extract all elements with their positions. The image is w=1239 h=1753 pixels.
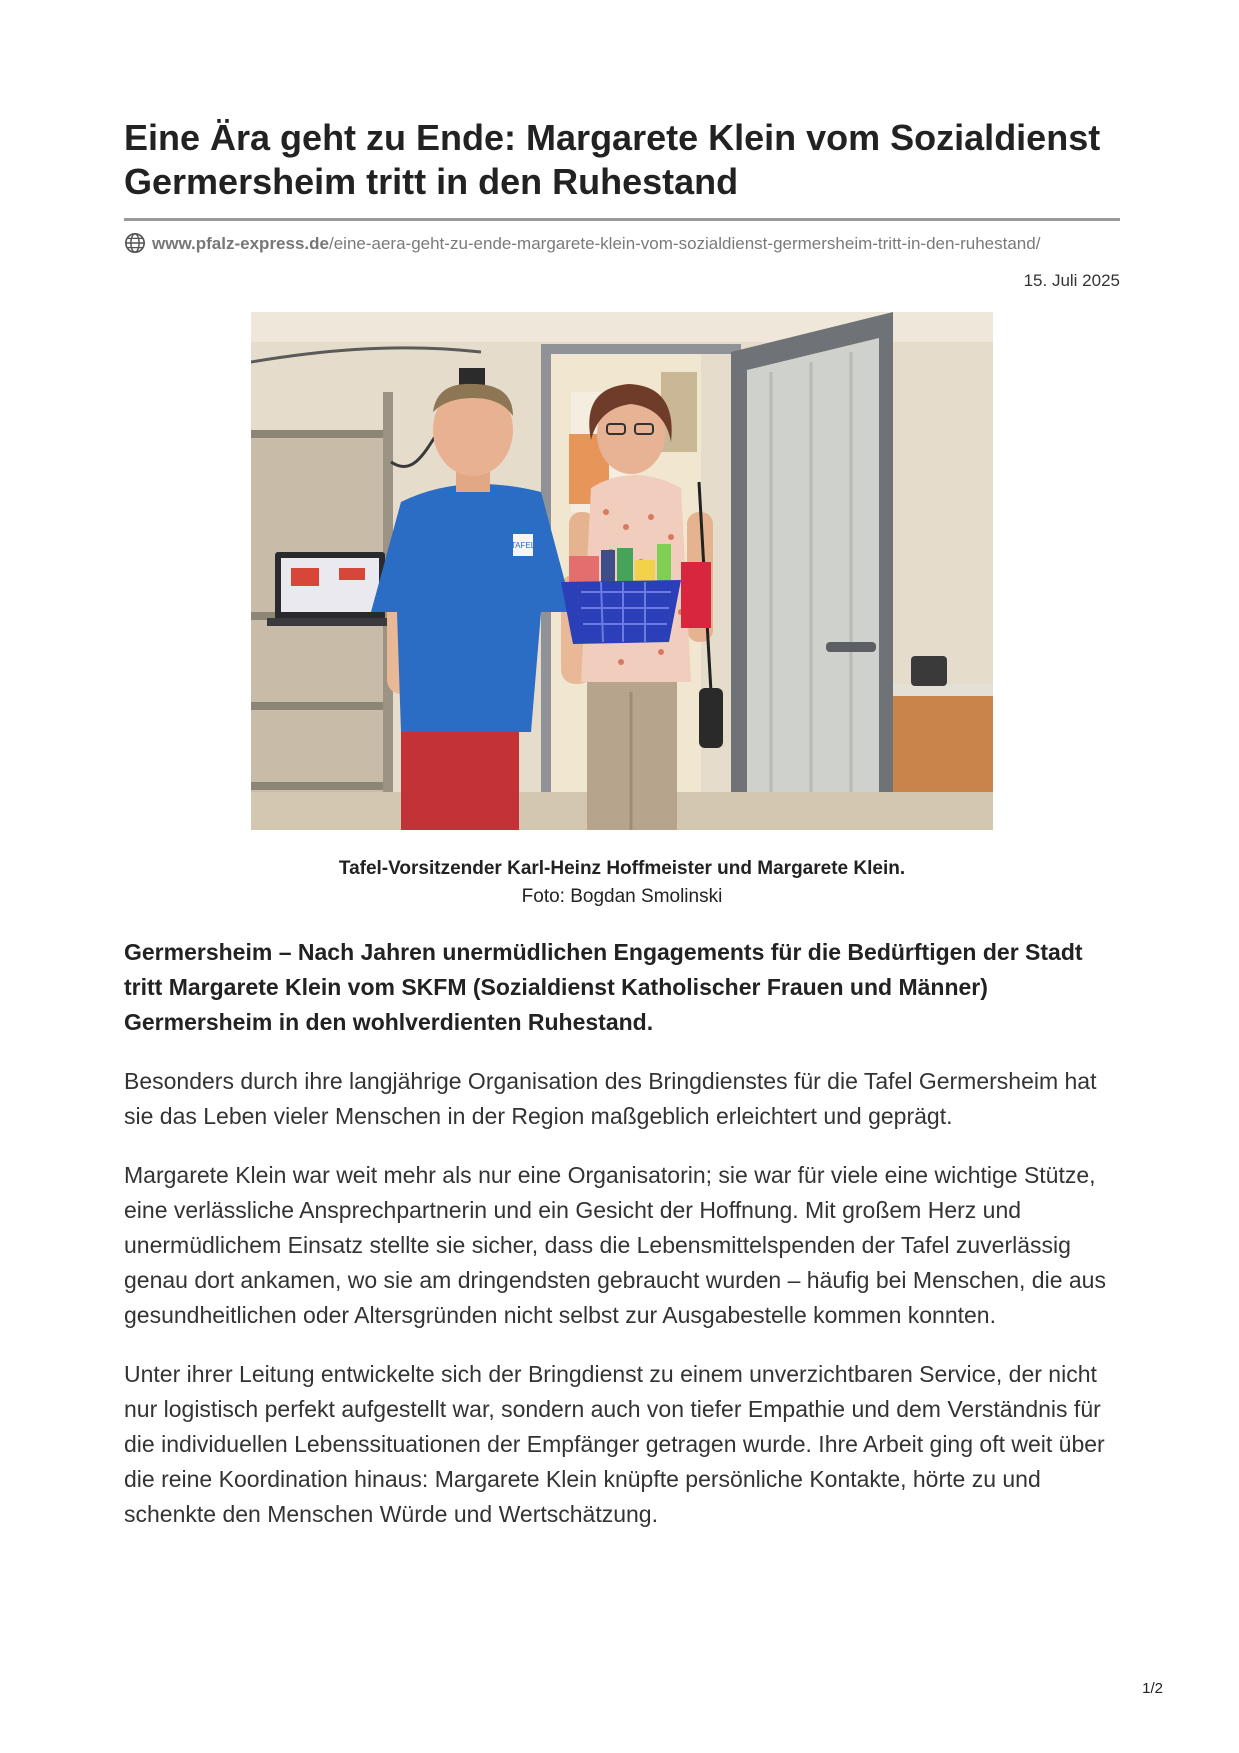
article-lead: Germersheim – Nach Jahren unermüdlichen Engagements für die Bedürftigen der Stadt tritt Margarete Klein vom SKFM (Sozialdienst Katholischer Frauen und Männer) Germersheim in den wohlverdienten Ruhestand.	[124, 939, 1083, 1035]
page-number: 1/2	[1142, 1680, 1163, 1697]
caption-text: Tafel-Vorsitzender Karl-Heinz Hoffmeister und Margarete Klein.	[338, 858, 906, 879]
source-path[interactable]: /eine-aera-geht-zu-ende-margarete-klein-vom-sozialdienst-germersheim-tritt-in-den-ruhestand/	[328, 234, 1041, 253]
photo-caption	[124, 855, 1120, 911]
globe-icon	[124, 232, 146, 254]
source-domain[interactable]: www.pfalz-express.de	[152, 234, 329, 253]
publish-date: 15. Juli 2025	[1023, 271, 1120, 290]
photo-credit: Foto: Bogdan Smolinski	[521, 886, 723, 907]
article	[124, 116, 1120, 1555]
article-figure	[124, 312, 1120, 911]
article-title: Eine Ära geht zu Ende: Margarete Klein vom Sozialdienst Germersheim tritt in den Ruhestand	[124, 116, 1120, 221]
paragraph: Unter ihrer Leitung entwickelte sich der Bringdienst zu einem unverzichtbaren Service, der nicht nur logistisch perfekt aufgestellt war, sondern auch von tiefer Empathie und dem Verständnis für die individuellen Lebenssituationen der Empfänger getragen wurde. Ihre Arbeit ging oft weit über die reine Koordination hinaus: Margarete Klein knüpfte persönliche Kontakte, hörte zu und schenkte den Menschen Würde und Wertschätzung.	[124, 1361, 1105, 1527]
shirt-logo-text: TAFEL	[510, 541, 536, 550]
source-url[interactable]	[124, 231, 1120, 257]
paragraph: Margarete Klein war weit mehr als nur eine Organisatorin; sie war für viele eine wichtige Stütze, eine verlässliche Ansprechpartnerin und ein Gesicht der Hoffnung. Mit großem Herz und unermüdlichem Einsatz stellte sie sicher, dass die Lebensmittelspenden der Tafel zuverlässig genau dort ankamen, wo sie am dringendsten gebraucht wurden – häufig bei Menschen, die aus gesundheitlichen oder Altersgründen nicht selbst zur Ausgabestelle kommen konnten.	[124, 1162, 1106, 1328]
article-photo	[251, 312, 993, 830]
paragraph: Besonders durch ihre langjährige Organisation des Bringdienstes für die Tafel Germersheim hat sie das Leben vieler Menschen in der Region maßgeblich erleichtert und geprägt.	[124, 1068, 1097, 1129]
